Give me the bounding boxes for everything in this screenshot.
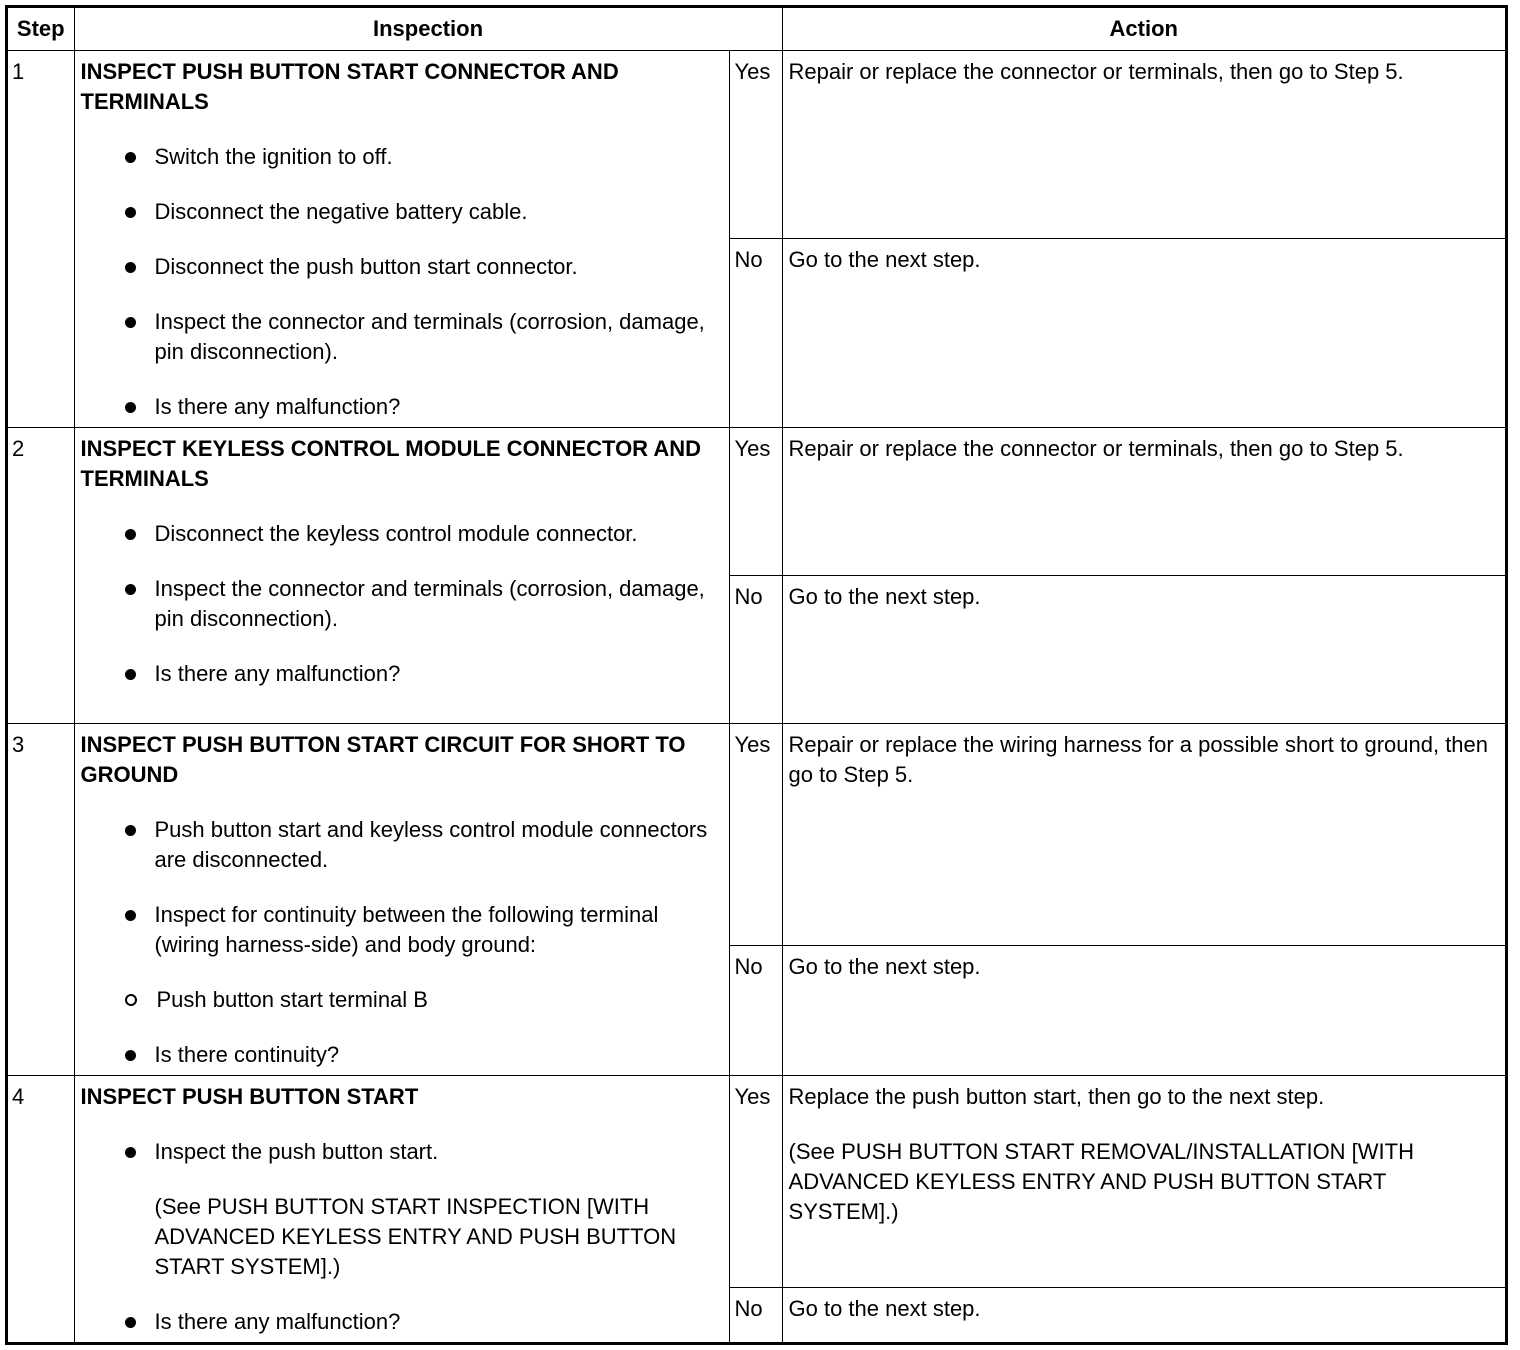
header-inspection: Inspection xyxy=(74,8,782,51)
bullet-text: Inspect the push button start. xyxy=(154,1139,439,1164)
no-action: Go to the next step. xyxy=(782,576,1505,724)
inspection-sub-bullets xyxy=(81,985,723,1015)
bullet-text: Inspect for continuity between the following terminal (wiring harness-side) and body ground: xyxy=(154,902,659,957)
step-number: 4 xyxy=(8,1076,74,1344)
no-action: Go to the next step. xyxy=(782,239,1505,428)
inspection-bullets xyxy=(81,142,723,422)
yes-action: Replace the push button start, then go to the next step. xyxy=(788,1084,1325,1109)
inspection-bullets xyxy=(81,815,723,960)
bullet-item xyxy=(81,900,723,960)
step-number: 2 xyxy=(8,428,74,724)
inspection-title: INSPECT PUSH BUTTON START CONNECTOR AND TERMINALS xyxy=(80,59,619,114)
yes-action: Repair or replace the wiring harness for a possible short to ground, then go to Step 5. xyxy=(782,724,1505,946)
yes-reference-note: (See PUSH BUTTON START REMOVAL/INSTALLATION [WITH ADVANCED KEYLESS ENTRY AND PUSH BUTTON START SYSTEM].) xyxy=(788,1139,1414,1224)
step-2-yes-row xyxy=(8,428,1505,576)
inspection-cell xyxy=(74,724,729,1076)
bullet-item: Is there any malfunction? xyxy=(81,659,723,689)
yes-action: Repair or replace the connector or terminals, then go to Step 5. xyxy=(782,51,1505,239)
no-action: Go to the next step. xyxy=(782,946,1505,1076)
bullet-item: Inspect the connector and terminals (corrosion, damage, pin disconnection). xyxy=(81,307,723,367)
step-number: 3 xyxy=(8,724,74,1076)
inspection-bullets xyxy=(81,519,723,689)
bullet-item: Is there any malfunction? xyxy=(81,392,723,422)
yes-label: Yes xyxy=(729,51,782,239)
no-action: Go to the next step. xyxy=(782,1288,1505,1344)
step-4-yes-row xyxy=(8,1076,1505,1288)
no-label: No xyxy=(729,946,782,1076)
yes-action-cell xyxy=(782,1076,1505,1288)
bullet-item: Disconnect the negative battery cable. xyxy=(81,197,723,227)
bullet-item: Disconnect the keyless control module connector. xyxy=(81,519,723,549)
yes-label: Yes xyxy=(729,1076,782,1288)
step-3-yes-row xyxy=(8,724,1505,946)
inspection-cell xyxy=(74,1076,729,1344)
inspection-title: INSPECT PUSH BUTTON START xyxy=(80,1084,419,1109)
yes-label: Yes xyxy=(729,428,782,576)
yes-label: Yes xyxy=(729,724,782,946)
step-1-yes-row xyxy=(8,51,1505,239)
bullet-item: Inspect the connector and terminals (corrosion, damage, pin disconnection). xyxy=(81,574,723,634)
troubleshooting-table-frame xyxy=(5,5,1508,1345)
header-step: Step xyxy=(8,8,74,51)
inspection-cell xyxy=(74,428,729,724)
no-label: No xyxy=(729,1288,782,1344)
header-action: Action xyxy=(782,8,1505,51)
inspection-bullets xyxy=(81,1137,723,1337)
inspection-title: INSPECT PUSH BUTTON START CIRCUIT FOR SHORT TO GROUND xyxy=(80,732,686,787)
bullet-item: Disconnect the push button start connector. xyxy=(81,252,723,282)
inspection-cell xyxy=(74,51,729,428)
header-row xyxy=(8,8,1505,51)
bullet-item: Switch the ignition to off. xyxy=(81,142,723,172)
step-number: 1 xyxy=(8,51,74,428)
bullet-item xyxy=(81,1137,723,1282)
inspection-title: INSPECT KEYLESS CONTROL MODULE CONNECTOR AND TERMINALS xyxy=(80,436,702,491)
bullet-item: Push button start and keyless control module connectors are disconnected. xyxy=(81,815,723,875)
no-label: No xyxy=(729,576,782,724)
no-label: No xyxy=(729,239,782,428)
inspection-bullets-tail xyxy=(81,1040,723,1070)
bullet-item: Is there any malfunction? xyxy=(81,1307,723,1337)
yes-action: Repair or replace the connector or terminals, then go to Step 5. xyxy=(782,428,1505,576)
troubleshooting-table xyxy=(8,8,1505,1344)
bullet-reference-note: (See PUSH BUTTON START INSPECTION [WITH ADVANCED KEYLESS ENTRY AND PUSH BUTTON START SYSTEM].) xyxy=(154,1194,677,1279)
sub-bullet-item: Push button start terminal B xyxy=(81,985,723,1015)
bullet-item: Is there continuity? xyxy=(81,1040,723,1070)
